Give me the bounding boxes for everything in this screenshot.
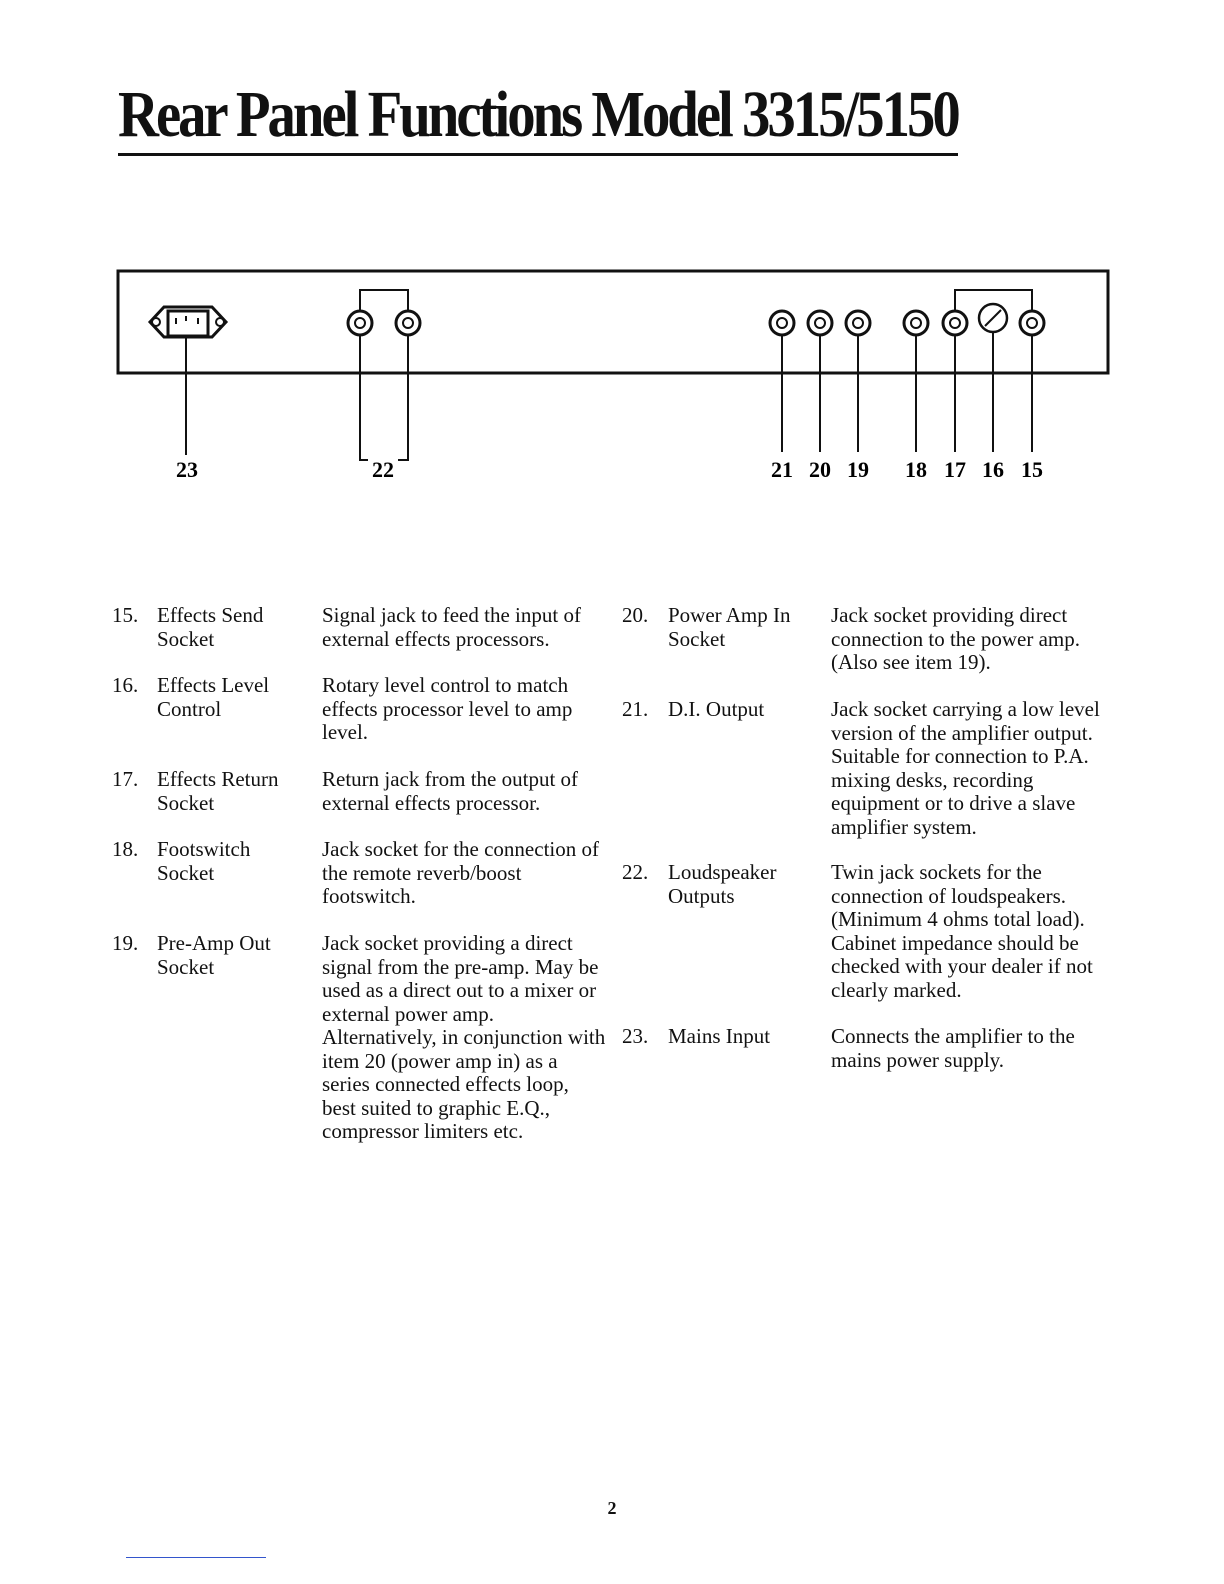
label-18: 18 xyxy=(905,457,927,482)
page-number: 2 xyxy=(607,1498,617,1518)
rear-panel-diagram xyxy=(0,0,1224,500)
label-21: 21 xyxy=(771,457,793,482)
rear-jack-icons xyxy=(770,311,1044,335)
footer-divider xyxy=(126,1557,266,1558)
page-title: Rear Panel Functions Model 3315/5150 xyxy=(118,78,958,151)
label-20: 20 xyxy=(809,457,831,482)
label-15: 15 xyxy=(1021,457,1043,482)
label-17: 17 xyxy=(944,457,966,482)
loudspeaker-jack-icons xyxy=(348,311,420,335)
label-19: 19 xyxy=(847,457,869,482)
effects-level-knob-icon xyxy=(979,304,1007,332)
label-22: 22 xyxy=(372,457,394,482)
label-16: 16 xyxy=(982,457,1004,482)
label-23: 23 xyxy=(176,457,198,482)
mains-inlet-icon xyxy=(150,307,226,337)
